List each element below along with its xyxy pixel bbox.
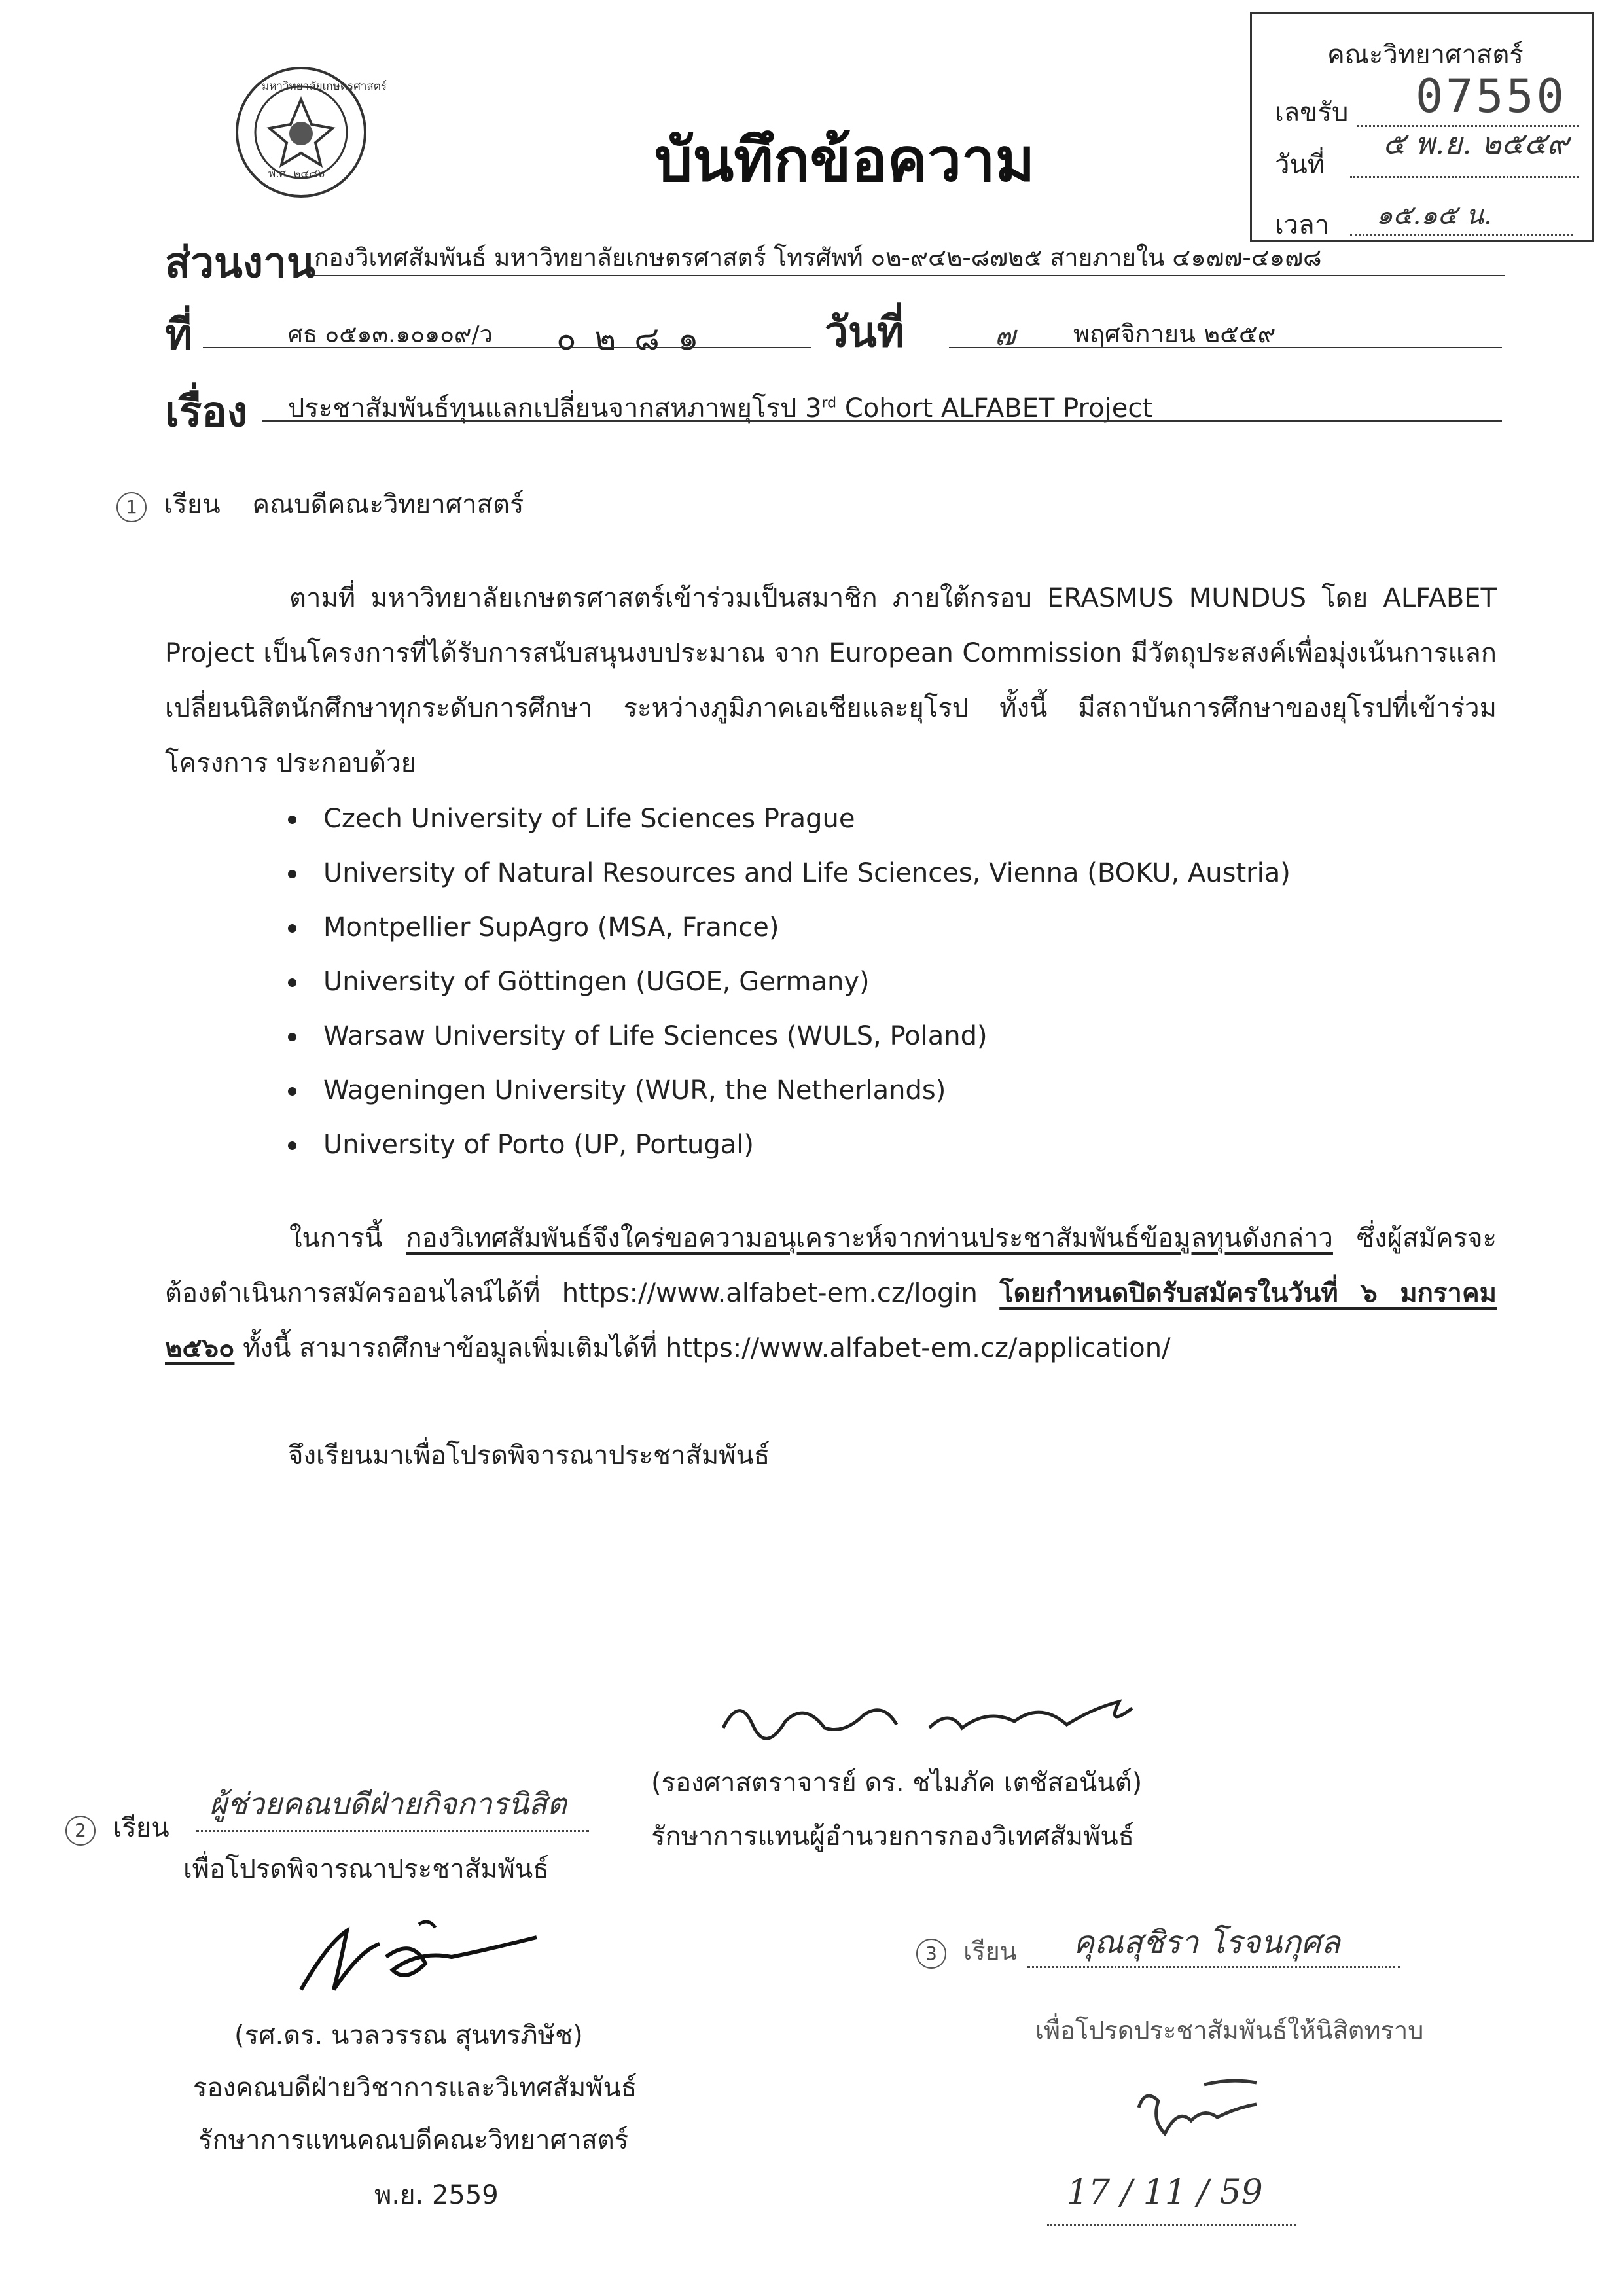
list-item: Wageningen University (WUR, the Netherlands) bbox=[288, 1064, 1291, 1118]
note-3-handwritten-to: คุณสุชิรา โรจนกุศล bbox=[1073, 1924, 1340, 1961]
date-day: ๗ bbox=[995, 319, 1016, 351]
note-3 bbox=[916, 1931, 1017, 1971]
note-2 bbox=[65, 1806, 169, 1848]
stamp-number-label: เลขรับ bbox=[1275, 98, 1349, 128]
note-2-label: เรียน bbox=[113, 1813, 169, 1843]
stamp-faculty: คณะวิทยาศาสตร์ bbox=[1327, 40, 1524, 70]
note-2-position-1: รองคณบดีฝ่ายวิชาการและวิเทศสัมพันธ์ bbox=[193, 2073, 637, 2103]
signature-3-icon bbox=[1126, 2068, 1283, 2147]
list-item: University of Göttingen (UGOE, Germany) bbox=[288, 955, 1291, 1009]
ref-value: ศธ ๐๕๑๓.๑๐๑๐๙/ว bbox=[288, 321, 493, 348]
stamp-time-value: ๑๕.๑๕ น. bbox=[1376, 200, 1492, 230]
signer-1-position: รักษาการแทนผู้อำนวยการกองวิเทศสัมพันธ์ bbox=[651, 1821, 1135, 1852]
seal-year-text: พ.ศ. ๒๔๘๖ bbox=[268, 168, 325, 181]
note-2-name: (รศ.ดร. นวลวรรณ สุนทรภิษัช) bbox=[234, 2020, 583, 2051]
list-item: Montpellier SupAgro (MSA, France) bbox=[288, 901, 1291, 955]
paragraph-2 bbox=[165, 1211, 1497, 1376]
section-label: ส่วนงาน bbox=[165, 239, 315, 287]
ref-number: ๐ ๒ ๘ ๑ bbox=[556, 319, 703, 357]
university-list bbox=[288, 792, 1291, 1172]
subject-label: เรื่อง bbox=[165, 388, 247, 437]
paragraph-2-part-3: ซึ่งผู้สมัครจะต้องดำเนินการสมัครออนไลน์ได้ที่ https://www.alfabet-em.cz/login bbox=[165, 1223, 1497, 1308]
seal-ring-text: มหาวิทยาลัยเกษตรศาสตร์ bbox=[262, 80, 387, 93]
note-3-date: 17 / 11 / 59 bbox=[1067, 2173, 1263, 2212]
note-2-number: 2 bbox=[65, 1816, 96, 1846]
paragraph-2-request: กองวิเทศสัมพันธ์จึงใคร่ขอความอนุเคราะห์จากท่านประชาสัมพันธ์ข้อมูลทุนดังกล่าว bbox=[406, 1223, 1333, 1253]
date-value: พฤศจิกายน ๒๕๕๙ bbox=[1073, 319, 1276, 348]
note-3-label: เรียน bbox=[963, 1937, 1017, 1965]
note-3-number: 3 bbox=[916, 1939, 946, 1969]
subject-text-2: Cohort ALFABET Project bbox=[836, 393, 1152, 423]
signature-2-icon bbox=[288, 1911, 550, 2003]
note-2-date: พ.ย. 2559 bbox=[374, 2180, 499, 2210]
date-label: วันที่ bbox=[825, 308, 904, 357]
note-2-position-2: รักษาการแทนคณบดีคณะวิทยาศาสตร์ bbox=[198, 2125, 629, 2155]
signature-1-icon bbox=[713, 1682, 1145, 1754]
note-3-request: เพื่อโปรดประชาสัมพันธ์ให้นิสิตทราบ bbox=[1035, 2016, 1424, 2045]
list-item: University of Natural Resources and Life Sciences, Vienna (BOKU, Austria) bbox=[288, 846, 1291, 901]
page-title: บันทึกข้อความ bbox=[654, 125, 1035, 195]
stamp-date-label: วันที่ bbox=[1275, 150, 1325, 180]
signer-1-name: (รองศาสตราจารย์ ดร. ชไมภัค เตชัสอนันต์) bbox=[651, 1768, 1143, 1798]
subject-value bbox=[288, 393, 1152, 424]
note-2-handwritten-to: ผู้ช่วยคณบดีฝ่ายกิจการนิสิต bbox=[209, 1786, 567, 1821]
paragraph-2-deadline: โดยกำหนดปิดรับสมัครในวันที่ ๖ มกราคม ๒๕๖๐ bbox=[165, 1278, 1497, 1363]
stamp-number-value: 07550 bbox=[1416, 69, 1567, 123]
salutation-number: 1 bbox=[116, 492, 147, 522]
salutation-to: คณบดีคณะวิทยาศาสตร์ bbox=[252, 490, 524, 520]
stamp-date-value: ๕ พ.ย. ๒๕๕๙ bbox=[1383, 126, 1569, 161]
subject-text-1: ประชาสัมพันธ์ทุนแลกเปลี่ยนจากสหภาพยุโรป 3 bbox=[288, 393, 822, 423]
stamp-time-label: เวลา bbox=[1275, 210, 1330, 240]
note-2-request: เพื่อโปรดพิจารณาประชาสัมพันธ์ bbox=[183, 1854, 549, 1884]
paragraph-2-part-1: ในการนี้ bbox=[289, 1223, 406, 1253]
ref-label: ที่ bbox=[165, 311, 193, 359]
receipt-stamp bbox=[1250, 12, 1594, 242]
paragraph-1: ตามที่ มหาวิทยาลัยเกษตรศาสตร์เข้าร่วมเป็นสมาชิก ภายใต้กรอบ ERASMUS MUNDUS โดย ALFABET Project เป็นโครงการที่ได้รับการสนับสนุนงบประมาณ จาก European Commission มีวัตถุประสงค์เพื่อมุ่งเน้นการแลกเปลี่ยนนิสิตนักศึกษาทุกระดับการศึกษา ระหว่างภูมิภาคเอเชียและยุโรป ทั้งนี้ มีสถาบันการศึกษาของยุโรปที่เข้าร่วมโครงการ ประกอบด้วย bbox=[165, 583, 1497, 778]
list-item: Warsaw University of Life Sciences (WULS, Poland) bbox=[288, 1009, 1291, 1064]
closing-line: จึงเรียนมาเพื่อโปรดพิจารณาประชาสัมพันธ์ bbox=[288, 1441, 770, 1471]
salutation bbox=[116, 483, 524, 525]
salutation-label: เรียน bbox=[164, 490, 221, 520]
list-item: University of Porto (UP, Portugal) bbox=[288, 1118, 1291, 1172]
section-value: กองวิเทศสัมพันธ์ มหาวิทยาลัยเกษตรศาสตร์ โทรศัพท์ ๐๒-๙๔๒-๘๗๒๕ สายภายใน ๔๑๗๗-๔๑๗๘ bbox=[314, 243, 1322, 272]
list-item: Czech University of Life Sciences Prague bbox=[288, 792, 1291, 846]
paragraph-2-part-5: ทั้งนี้ สามารถศึกษาข้อมูลเพิ่มเติมได้ที่ https://www.alfabet-em.cz/application/ bbox=[234, 1333, 1171, 1363]
subject-sup: rd bbox=[821, 395, 837, 412]
